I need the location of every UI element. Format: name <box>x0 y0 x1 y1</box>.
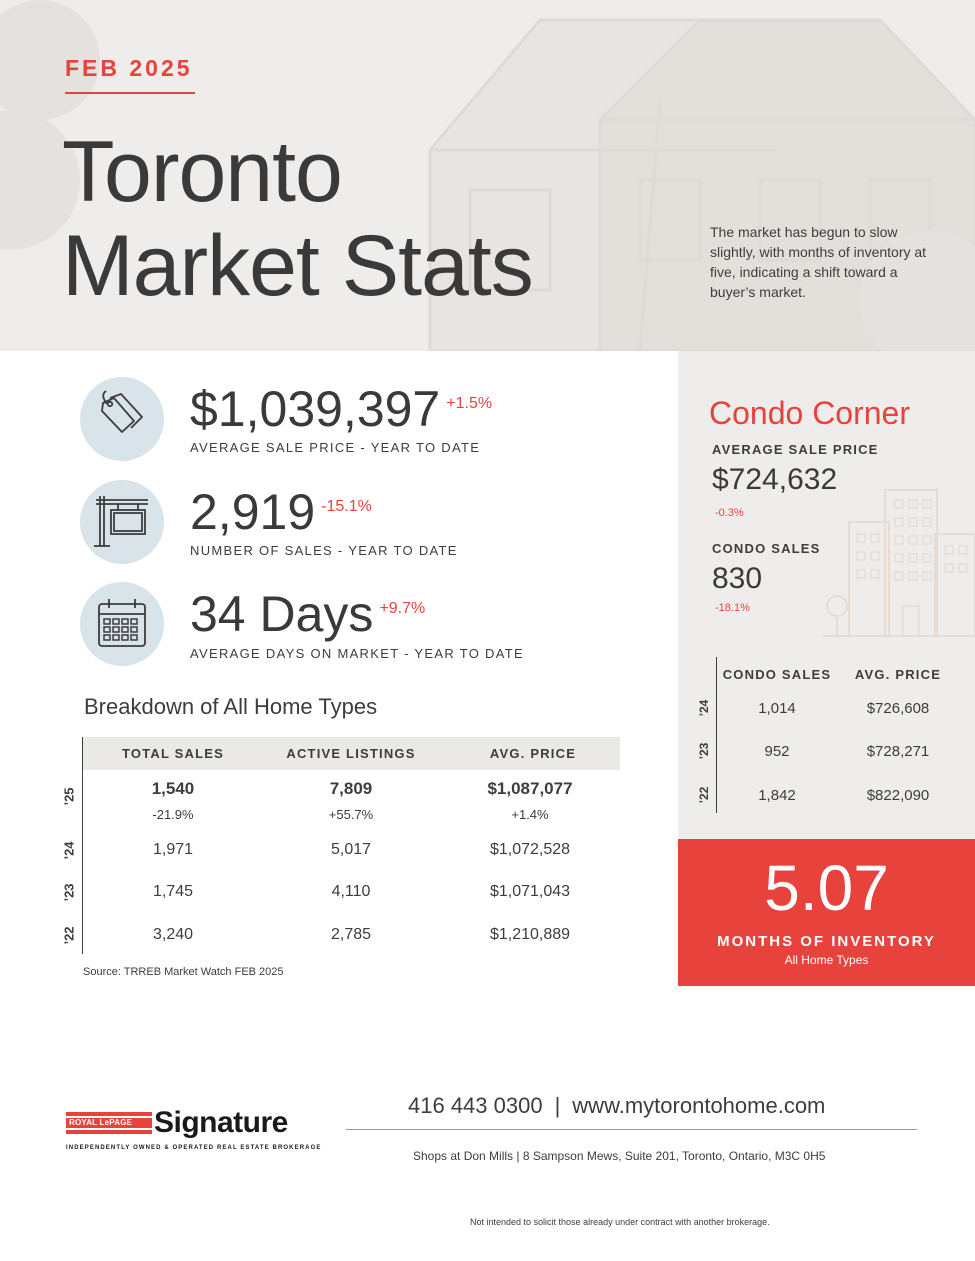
report-month: FEB 2025 <box>65 55 193 81</box>
condo-sales-2024: 1,014 <box>758 700 796 717</box>
condo-header-avg-price: AVG. PRICE <box>854 667 942 682</box>
contact-line <box>408 1093 825 1119</box>
number-of-sales-label: NUMBER OF SALES - YEAR TO DATE <box>190 543 458 558</box>
breakdown-avg-price-change: +1.4% <box>511 807 549 822</box>
breakdown-avg-price-2024: $1,072,528 <box>489 841 571 858</box>
footer-divider <box>346 1129 917 1130</box>
office-address: Shops at Don Mills | 8 Sampson Mews, Suite 201, Toronto, Ontario, M3C 0H5 <box>413 1149 826 1163</box>
condo-buildings-icon <box>823 486 975 638</box>
breakdown-total-sales-2025: 1,540 <box>151 779 195 798</box>
condo-avg-price-change: -0.3% <box>715 507 744 519</box>
condo-avg-price-value: $724,632 <box>712 463 838 496</box>
market-summary: The market has begun to slow slightly, with months of inventory at five, indicating a shift toward a buyer’s market. <box>710 224 927 300</box>
avg-sale-price-value <box>190 380 492 438</box>
condo-year-label: ’23 <box>697 742 711 760</box>
condo-year-divider <box>716 657 717 813</box>
breakdown-header-total-sales: TOTAL SALES <box>121 746 225 761</box>
months-of-inventory-label: MONTHS OF INVENTORY <box>717 933 936 950</box>
phone-number[interactable]: 416 443 0300 <box>408 1093 543 1118</box>
header-hero <box>0 0 975 351</box>
number-of-sales-change: -15.1% <box>321 498 372 515</box>
breakdown-header-avg-price: AVG. PRICE <box>489 746 577 761</box>
breakdown-active-listings-2024: 5,017 <box>330 841 372 858</box>
logo-brand-text: ROYAL LePAGE <box>69 1118 133 1127</box>
breakdown-active-listings-2023: 4,110 <box>331 883 371 900</box>
page-title <box>62 125 533 313</box>
months-of-inventory-value: 5.07 <box>764 852 889 924</box>
website-link[interactable]: www.mytorontohome.com <box>572 1093 826 1118</box>
data-source-note: Source: TRREB Market Watch FEB 2025 <box>83 966 284 978</box>
for-sale-sign-icon <box>80 480 164 564</box>
condo-corner-title: Condo Corner <box>709 395 910 431</box>
avg-sale-price-number: $1,039,397 <box>190 381 441 437</box>
condo-sales-label: CONDO SALES <box>712 541 821 556</box>
logo-tagline: INDEPENDENTLY OWNED & OPERATED REAL ESTATE BROKERAGE <box>66 1145 322 1151</box>
days-on-market-label: AVERAGE DAYS ON MARKET - YEAR TO DATE <box>190 646 524 661</box>
breakdown-year-label: ’23 <box>61 883 77 902</box>
condo-corner-panel <box>678 351 975 839</box>
breakdown-year-label: ’22 <box>61 926 77 945</box>
calendar-icon <box>80 582 164 666</box>
condo-sales-2022: 1,842 <box>758 787 796 804</box>
breakdown-header-active-listings: ACTIVE LISTINGS <box>286 746 416 761</box>
avg-sale-price-change: +1.5% <box>446 395 493 412</box>
months-of-inventory-panel <box>678 839 975 986</box>
breakdown-active-listings-change: +55.7% <box>328 807 374 822</box>
number-of-sales-value <box>190 483 372 541</box>
logo-name: Signature <box>154 1106 288 1139</box>
page-title-line1: Toronto <box>62 124 342 220</box>
days-on-market-value <box>190 585 425 643</box>
condo-header-sales: CONDO SALES <box>722 667 832 682</box>
breakdown-table-header <box>83 737 620 770</box>
breakdown-active-listings-2022: 2,785 <box>330 926 372 943</box>
price-tag-icon <box>80 377 164 461</box>
contact-separator: | <box>554 1093 561 1118</box>
condo-avg-price-label: AVERAGE SALE PRICE <box>712 442 879 457</box>
page-title-line2: Market Stats <box>62 218 533 314</box>
condo-sales-value: 830 <box>712 562 763 595</box>
breakdown-total-sales-2023: 1,745 <box>152 883 194 900</box>
condo-avg-price-2022: $822,090 <box>866 787 930 804</box>
condo-year-label: ’24 <box>697 699 711 717</box>
condo-sales-change: -18.1% <box>715 602 750 614</box>
breakdown-year-label: ’24 <box>61 841 77 860</box>
months-of-inventory-sub: All Home Types <box>784 953 869 967</box>
breakdown-avg-price-2022: $1,210,889 <box>489 926 571 943</box>
condo-avg-price-2024: $726,608 <box>866 700 930 717</box>
brokerage-logo <box>66 1106 322 1155</box>
month-underline <box>65 92 195 94</box>
breakdown-active-listings-2025: 7,809 <box>329 779 373 798</box>
legal-disclaimer: Not intended to solicit those already under contract with another brokerage. <box>470 1217 770 1227</box>
days-on-market-change: +9.7% <box>379 600 426 617</box>
breakdown-year-label: ’25 <box>61 787 77 806</box>
breakdown-avg-price-2023: $1,071,043 <box>489 883 571 900</box>
days-on-market-number: 34 Days <box>190 586 374 642</box>
breakdown-total-sales-change: -21.9% <box>152 807 194 822</box>
condo-avg-price-2023: $728,271 <box>866 743 930 760</box>
condo-year-label: ’22 <box>697 786 711 804</box>
breakdown-total-sales-2022: 3,240 <box>152 926 194 943</box>
breakdown-title: Breakdown of All Home Types <box>84 694 378 719</box>
breakdown-total-sales-2024: 1,971 <box>152 841 194 858</box>
condo-sales-2023: 952 <box>764 743 790 760</box>
number-of-sales-number: 2,919 <box>190 484 316 540</box>
breakdown-avg-price-2025: $1,087,077 <box>487 779 573 798</box>
avg-sale-price-label: AVERAGE SALE PRICE - YEAR TO DATE <box>190 440 481 455</box>
